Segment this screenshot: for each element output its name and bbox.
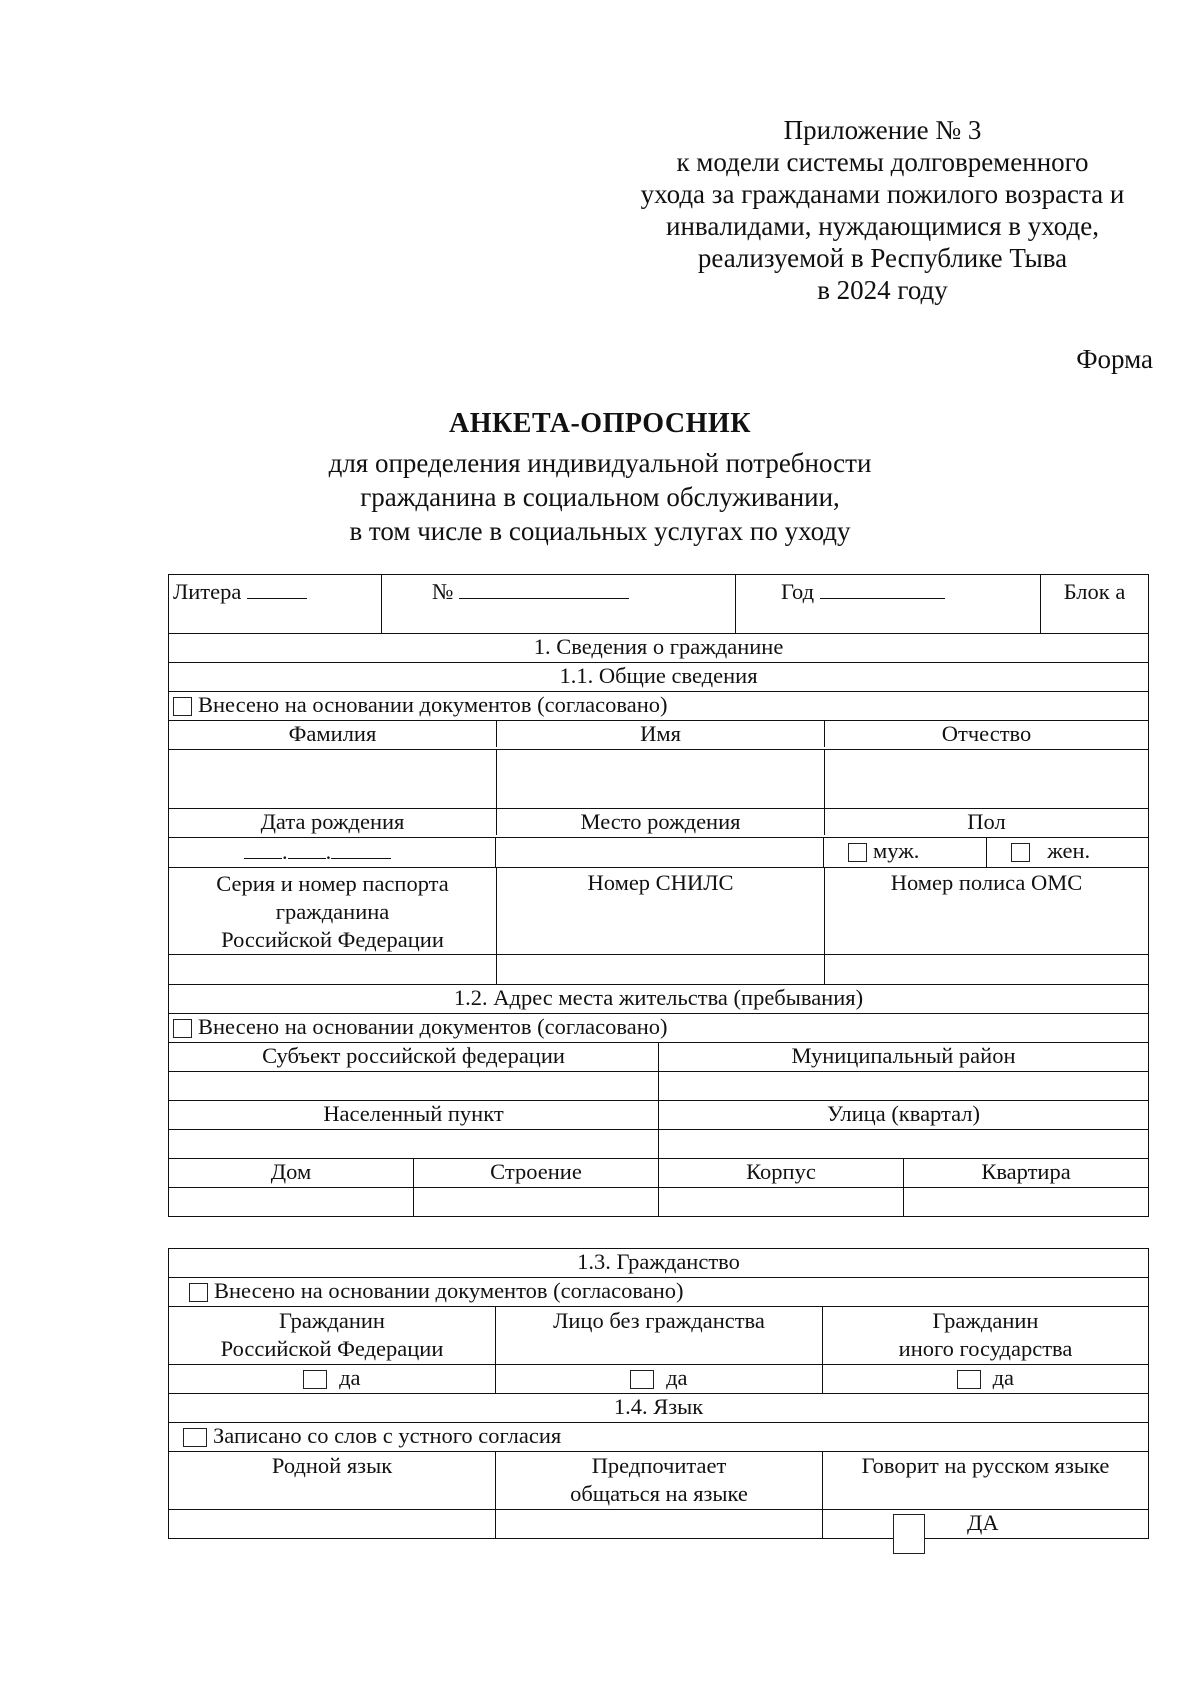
foreign-citizen-line: иного государства	[898, 1336, 1073, 1361]
appendix-line: в 2024 году	[817, 275, 948, 305]
snils-label: Номер СНИЛС	[497, 868, 825, 954]
foreign-citizen-line: Гражданин	[932, 1308, 1039, 1333]
litera-field[interactable]	[247, 580, 307, 599]
foreign-citizen-checkbox[interactable]	[957, 1370, 981, 1389]
rf-citizen-yes: да	[339, 1365, 361, 1390]
stateless-option[interactable]	[496, 1365, 823, 1394]
foreign-citizen-option[interactable]	[823, 1365, 1149, 1394]
street-field[interactable]	[659, 1130, 1149, 1159]
surname-label: Фамилия	[169, 721, 497, 747]
foreign-citizen-yes: да	[992, 1365, 1015, 1390]
oral-consent-checkbox[interactable]	[183, 1428, 207, 1447]
number-field[interactable]	[459, 580, 629, 599]
section-1-3-title: 1.3. Гражданство	[169, 1249, 1149, 1278]
rf-citizen-label	[169, 1307, 496, 1365]
year-label: Год	[781, 579, 815, 604]
surname-field[interactable]	[169, 750, 497, 808]
settlement-label: Населенный пункт	[169, 1101, 659, 1130]
rf-citizen-checkbox[interactable]	[303, 1370, 327, 1389]
building-field[interactable]	[414, 1188, 659, 1217]
passport-field[interactable]	[169, 955, 497, 984]
oms-label: Номер полиса ОМС	[890, 870, 1083, 895]
citizenship-language-table	[168, 1248, 1149, 1539]
subject-label: Субъект российской федерации	[169, 1043, 659, 1072]
form-label: Форма	[1076, 344, 1153, 374]
documents-checkbox[interactable]	[173, 697, 192, 716]
year-field[interactable]	[820, 580, 945, 599]
house-field[interactable]	[169, 1188, 414, 1217]
apartment-label: Квартира	[904, 1159, 1149, 1188]
sex-male-label: муж.	[873, 838, 920, 863]
address-documents-checkbox[interactable]	[173, 1019, 192, 1038]
section-1-2-title: 1.2. Адрес места жительства (пребывания)	[169, 985, 1149, 1014]
documents-note-row	[169, 692, 1149, 721]
citizenship-documents-checkbox[interactable]	[189, 1283, 208, 1302]
block-field[interactable]	[659, 1188, 904, 1217]
section-1-1-title: 1.1. Общие сведения	[169, 663, 1149, 692]
birth-place-label: Место рождения	[497, 809, 825, 835]
subject-field[interactable]	[169, 1072, 659, 1101]
appendix-line: инвалидами, нуждающимися в уходе,	[666, 211, 1099, 241]
section-1-title: 1. Сведения о гражданине	[169, 634, 1149, 663]
prefers-language-label	[496, 1452, 823, 1510]
birth-date-field[interactable]: . .	[169, 838, 496, 867]
appendix-line: к модели системы долговременного	[676, 147, 1089, 177]
name-field[interactable]	[497, 750, 825, 808]
house-label: Дом	[169, 1159, 414, 1188]
passport-label-line: гражданина	[275, 899, 390, 924]
birth-place-field[interactable]	[496, 838, 824, 867]
sex-male-option[interactable]	[824, 838, 987, 867]
citizenship-documents-note: Внесено на основании документов (согласовано)	[214, 1278, 684, 1303]
stateless-yes: да	[666, 1365, 688, 1390]
prefers-language-line: общаться на языке	[570, 1481, 748, 1506]
native-language-label: Родной язык	[169, 1452, 496, 1510]
document-subtitle	[0, 446, 1200, 548]
speaks-russian-yes: ДА	[967, 1510, 999, 1535]
patronymic-field[interactable]	[825, 750, 1148, 808]
block-cell	[1041, 575, 1148, 633]
sex-female-label: жен.	[1047, 838, 1091, 863]
foreign-citizen-label	[823, 1307, 1149, 1365]
block-label: Блок а	[1063, 579, 1126, 604]
subtitle-line: гражданина в социальном обслуживании,	[360, 482, 840, 512]
oms-field[interactable]	[825, 955, 1148, 984]
appendix-line: реализуемой в Республике Тыва	[697, 243, 1068, 273]
building-label: Строение	[414, 1159, 659, 1188]
appendix-line: ухода за гражданами пожилого возраста и	[640, 179, 1125, 209]
documents-note: Внесено на основании документов (согласовано)	[198, 692, 668, 717]
subtitle-line: для определения индивидуальной потребности	[328, 448, 872, 478]
number-cell	[382, 575, 736, 633]
street-label: Улица (квартал)	[659, 1101, 1149, 1130]
passport-label-line: Серия и номер паспорта	[216, 871, 449, 896]
native-language-field[interactable]	[169, 1510, 496, 1539]
prefers-language-field[interactable]	[496, 1510, 823, 1539]
sex-female-option[interactable]	[987, 838, 1148, 867]
appendix-header	[615, 114, 1150, 306]
sex-label: Пол	[967, 809, 1006, 834]
citizenship-documents-row	[169, 1278, 1149, 1307]
snils-field[interactable]	[497, 955, 825, 984]
section-1-4-title: 1.4. Язык	[169, 1394, 1149, 1423]
rf-citizen-line: Российской Федерации	[220, 1336, 444, 1361]
name-label: Имя	[497, 721, 825, 747]
subtitle-line: в том числе в социальных услугах по уходу	[349, 516, 851, 546]
district-field[interactable]	[659, 1072, 1149, 1101]
passport-label	[169, 868, 497, 954]
citizen-info-table	[168, 574, 1149, 1217]
stateless-label: Лицо без гражданства	[496, 1307, 823, 1365]
block-label: Корпус	[659, 1159, 904, 1188]
patronymic-label: Отчество	[941, 721, 1032, 746]
settlement-field[interactable]	[169, 1130, 659, 1159]
speaks-russian-checkbox[interactable]	[893, 1514, 925, 1554]
appendix-line: Приложение № 3	[783, 115, 982, 145]
stateless-checkbox[interactable]	[630, 1370, 654, 1389]
sex-female-checkbox[interactable]	[1011, 843, 1030, 862]
rf-citizen-option[interactable]	[169, 1365, 496, 1394]
litera-label: Литера	[173, 579, 242, 604]
district-label: Муниципальный район	[659, 1043, 1149, 1072]
litera-cell	[169, 575, 382, 633]
prefers-language-line: Предпочитает	[591, 1453, 727, 1478]
sex-male-checkbox[interactable]	[848, 843, 867, 862]
speaks-russian-label: Говорит на русском языке	[823, 1452, 1149, 1510]
document-title: АНКЕТА-ОПРОСНИК	[448, 408, 751, 439]
address-documents-note: Внесено на основании документов (согласовано)	[198, 1014, 668, 1039]
birth-date-label: Дата рождения	[169, 809, 497, 835]
oral-consent-note: Записано со слов с устного согласия	[213, 1423, 562, 1448]
year-cell	[736, 575, 1041, 633]
rf-citizen-line: Гражданин	[279, 1308, 385, 1333]
oral-consent-row	[169, 1423, 1149, 1452]
apartment-field[interactable]	[904, 1188, 1149, 1217]
speaks-russian-option[interactable]	[823, 1510, 1149, 1539]
address-documents-row	[169, 1014, 1149, 1043]
number-label: №	[432, 579, 454, 604]
passport-label-line: Российской Федерации	[221, 927, 444, 952]
header-row	[169, 575, 1149, 634]
